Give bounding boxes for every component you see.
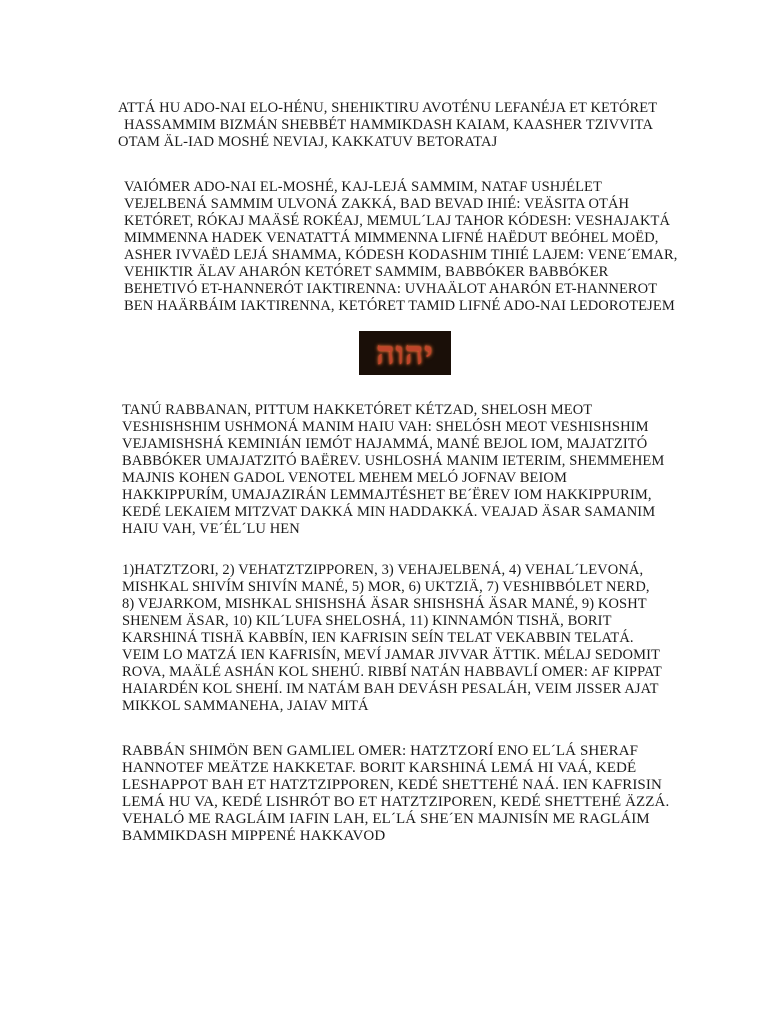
text-line: HAKKIPPURÍM, UMAJAZIRÁN LEMMAJTÉSHET BE´ËREV IOM HAKKIPPURIM, — [122, 487, 652, 503]
tetragrammaton-text: יהוה — [376, 334, 434, 372]
text-line: VEHALÓ ME RAGLÁIM IAFIN LAH, EL´LÁ SHE´EN MAJNISÍN ME RAGLÁIM — [122, 811, 650, 827]
text-line: VAIÓMER ADO-NAI EL-MOSHÉ, KAJ-LEJÁ SAMMIM, NATAF USHJÉLET — [124, 179, 602, 195]
text-line: HAIU VAH, VE´ÉL´LU HEN — [122, 521, 300, 537]
text-line: KARSHINÁ TISHÄ KABBÍN, IEN KAFRISIN SEÍN TELAT VEKABBIN TELATÁ. — [122, 630, 634, 646]
text-line: 1)HATZTZORI, 2) VEHATZTZIPPOREN, 3) VEHAJELBENÁ, 4) VEHAL´LEVONÁ, — [122, 562, 644, 578]
tetragrammaton-emblem — [359, 331, 451, 375]
text-line: MAJNIS KOHEN GADOL VENOTEL MEHEM MELÓ JOFNAV BEIOM — [122, 470, 567, 486]
text-line: KEDÉ LEKAIEM MITZVAT DAKKÁ MIN HADDAKKÁ. VEAJAD ÄSAR SAMANIM — [122, 504, 656, 520]
text-line: ATTÁ HU ADO-NAI ELO-HÉNU, SHEHIKTIRU AVOTÉNU LEFANÉJA ET KETÓRET — [118, 100, 658, 116]
text-line: 8) VEJARKOM, MISHKAL SHISHSHÁ ÄSAR SHISHSHÁ ÄSAR MANÉ, 9) KOSHT — [122, 596, 647, 612]
paragraph-5 — [122, 743, 678, 845]
text-line: OTAM ÄL-IAD MOSHÉ NEVIAJ, KAKKATUV BETORATAJ — [118, 134, 498, 150]
text-line: MIMMENNA HADEK VENATATTÁ MIMMENNA LIFNÉ HAËDUT BEÓHEL MOËD, — [124, 230, 659, 246]
text-line: SHENEM ÄSAR, 10) KIL´LUFA SHELOSHÁ, 11) KINNAMÓN TISHÄ, BORIT — [122, 613, 612, 629]
paragraph-4 — [122, 562, 674, 715]
text-line: LEMÁ HU VA, KEDÉ LISHRÓT BO ET HATZTZIPOREN, KEDÉ SHETTEHÉ ÄZZÁ. — [122, 794, 670, 810]
text-line: ASHER IVVAËD LEJÁ SHAMMA, KÓDESH KODASHIM TIHIÉ LAJEM: VENE´EMAR, — [124, 247, 678, 263]
text-line: HANNOTEF MEÄTZE HAKKETAF. BORIT KARSHINÁ LEMÁ HI VAÁ, KEDÉ — [122, 760, 637, 776]
text-line: RABBÁN SHIMÖN BEN GAMLIEL OMER: HATZTZORÍ ENO EL´LÁ SHERAF — [122, 743, 639, 759]
text-line: VEJELBENÁ SAMMIM ULVONÁ ZAKKÁ, BAD BEVAD IHIÉ: VEÄSITA OTÁH — [124, 196, 630, 212]
text-line: VEIM LO MATZÁ IEN KAFRISÍN, MEVÍ JAMAR JIVVAR ÄTTIK. MÉLAJ SEDOMIT — [122, 647, 660, 663]
paragraph-2 — [124, 179, 680, 315]
text-line: BABBÓKER UMAJATZITÓ BAËREV. USHLOSHÁ MANIM IETERIM, SHEMMEHEM — [122, 453, 665, 469]
text-line: MIKKOL SAMMANEHA, JAIAV MITÁ — [122, 698, 369, 714]
text-line: ROVA, MAÄLÉ ASHÁN KOL SHEHÚ. RIBBÍ NATÁN HABBAVLÍ OMER: AF KIPPAT — [122, 664, 662, 680]
text-line: VESHISHSHIM USHMONÁ MANIM HAIU VAH: SHELÓSH MEOT VESHISHSHIM — [122, 419, 649, 435]
text-line: HAIARDÉN KOL SHEHÍ. IM NATÁM BAH DEVÁSH PESALÁH, VEIM JISSER AJAT — [122, 681, 659, 697]
text-line: KETÓRET, RÓKAJ MAÄSÉ ROKÉAJ, MEMUL´LAJ TAHOR KÓDESH: VESHAJAKTÁ — [124, 213, 671, 229]
text-line: VEJAMISHSHÁ KEMINIÁN IEMÓT HAJAMMÁ, MANÉ BEJOL IOM, MAJATZITÓ — [122, 436, 648, 452]
text-line: BEN HAÄRBÁIM IAKTIRENNA, KETÓRET TAMID LIFNÉ ADO-NAI LEDOROTEJEM — [124, 298, 675, 314]
text-line: BAMMIKDASH MIPPENÉ HAKKAVOD — [122, 828, 386, 844]
text-line: BEHETIVÓ ET-HANNERÓT IAKTIRENNA: UVHAÄLOT AHARÓN ET-HANNEROT — [124, 281, 658, 297]
text-line: MISHKAL SHIVÍM SHIVÍN MANÉ, 5) MOR, 6) UKTZIÄ, 7) VESHIBBÓLET NERD, — [122, 579, 650, 595]
paragraph-1 — [118, 100, 678, 151]
text-line: VEHIKTIR ÄLAV AHARÓN KETÓRET SAMMIM, BABBÓKER BABBÓKER — [124, 264, 609, 280]
text-line: TANÚ RABBANAN, PITTUM HAKKETÓRET KÉTZAD, SHELOSH MEOT — [122, 402, 593, 418]
text-line: LESHAPPOT BAH ET HATZTZIPPOREN, KEDÉ SHETTEHÉ NAÁ. IEN KAFRISIN — [122, 777, 662, 793]
text-line: HASSAMMIM BIZMÁN SHEBBÉT HAMMIKDASH KAIAM, KAASHER TZIVVITA — [124, 117, 654, 133]
paragraph-3 — [122, 402, 665, 538]
